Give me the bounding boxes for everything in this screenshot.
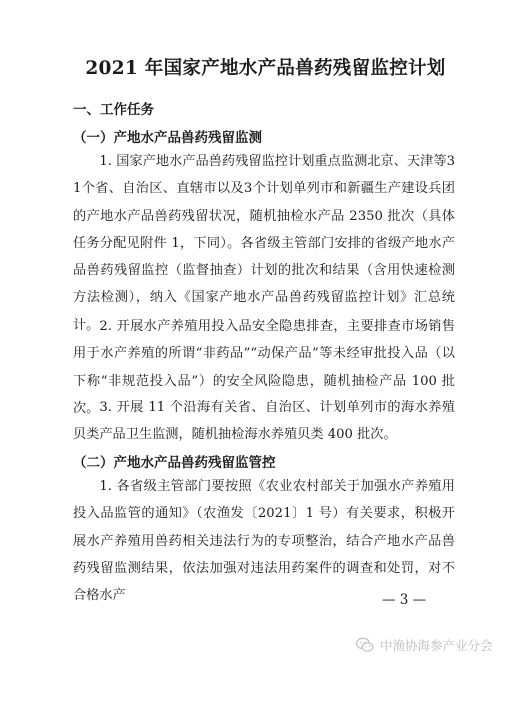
page-number: — 3 — [382,592,427,608]
paragraph-2: 2. 开展水产养殖用投入品安全隐患排查，主要排查市场销售用于水产养殖的所谓“非药品”“动保产品”等未经审批投入品（以下称“非规范投入品”）的安全风险隐患，随机抽检产品 100 批次。 [73,319,455,416]
document-title: 2021 年国家产地水产品兽药残留监控计划 [85,58,446,79]
section-heading-work-tasks: 一、工作任务 [73,102,154,118]
subsection-heading-monitoring: （一）产地水产品兽药残留监测 [73,130,262,146]
watermark-text: 中渔协海参产业分会 [380,638,493,653]
wechat-icon [355,635,375,655]
paragraph-3: 3. 开展 11 个沿海有关省、自治区、计划单列市的海水养殖贝类产品卫生监测，随机抽检海水养殖贝类 400 批次。 [73,400,455,443]
paragraph-4: 1. 各省级主管部门要按照《农业农村部关于加强水产养殖用投入品监管的通知》（农渔发〔2021〕1 号）有关要求，积极开展水产养殖用兽药相关违法行为的专项整治，结合产地水产品兽药残留监测结果，依法加强对违法用药案件的调查和处罚，对不合格水产 [73,479,455,604]
paragraph-1: 1. 国家产地水产品兽药残留监控计划重点监测北京、天津等31个省、自治区、直辖市以及3个计划单列市和新疆生产建设兵团的产地水产品兽药残留状况，随机抽检水产品 2350 批次（具体任务分配见附件 1，下同）。各省级主管部门安排的省级产地水产品兽药残留监控（监督抽查）计划的批次和结果（含用快速检测方法检测），纳入《国家产地水产品兽药残留监控计划》汇总统计。 [73,154,455,333]
watermark [355,634,493,656]
subsection-heading-supervision: （二）产地水产品兽药残留监管控 [73,455,276,471]
